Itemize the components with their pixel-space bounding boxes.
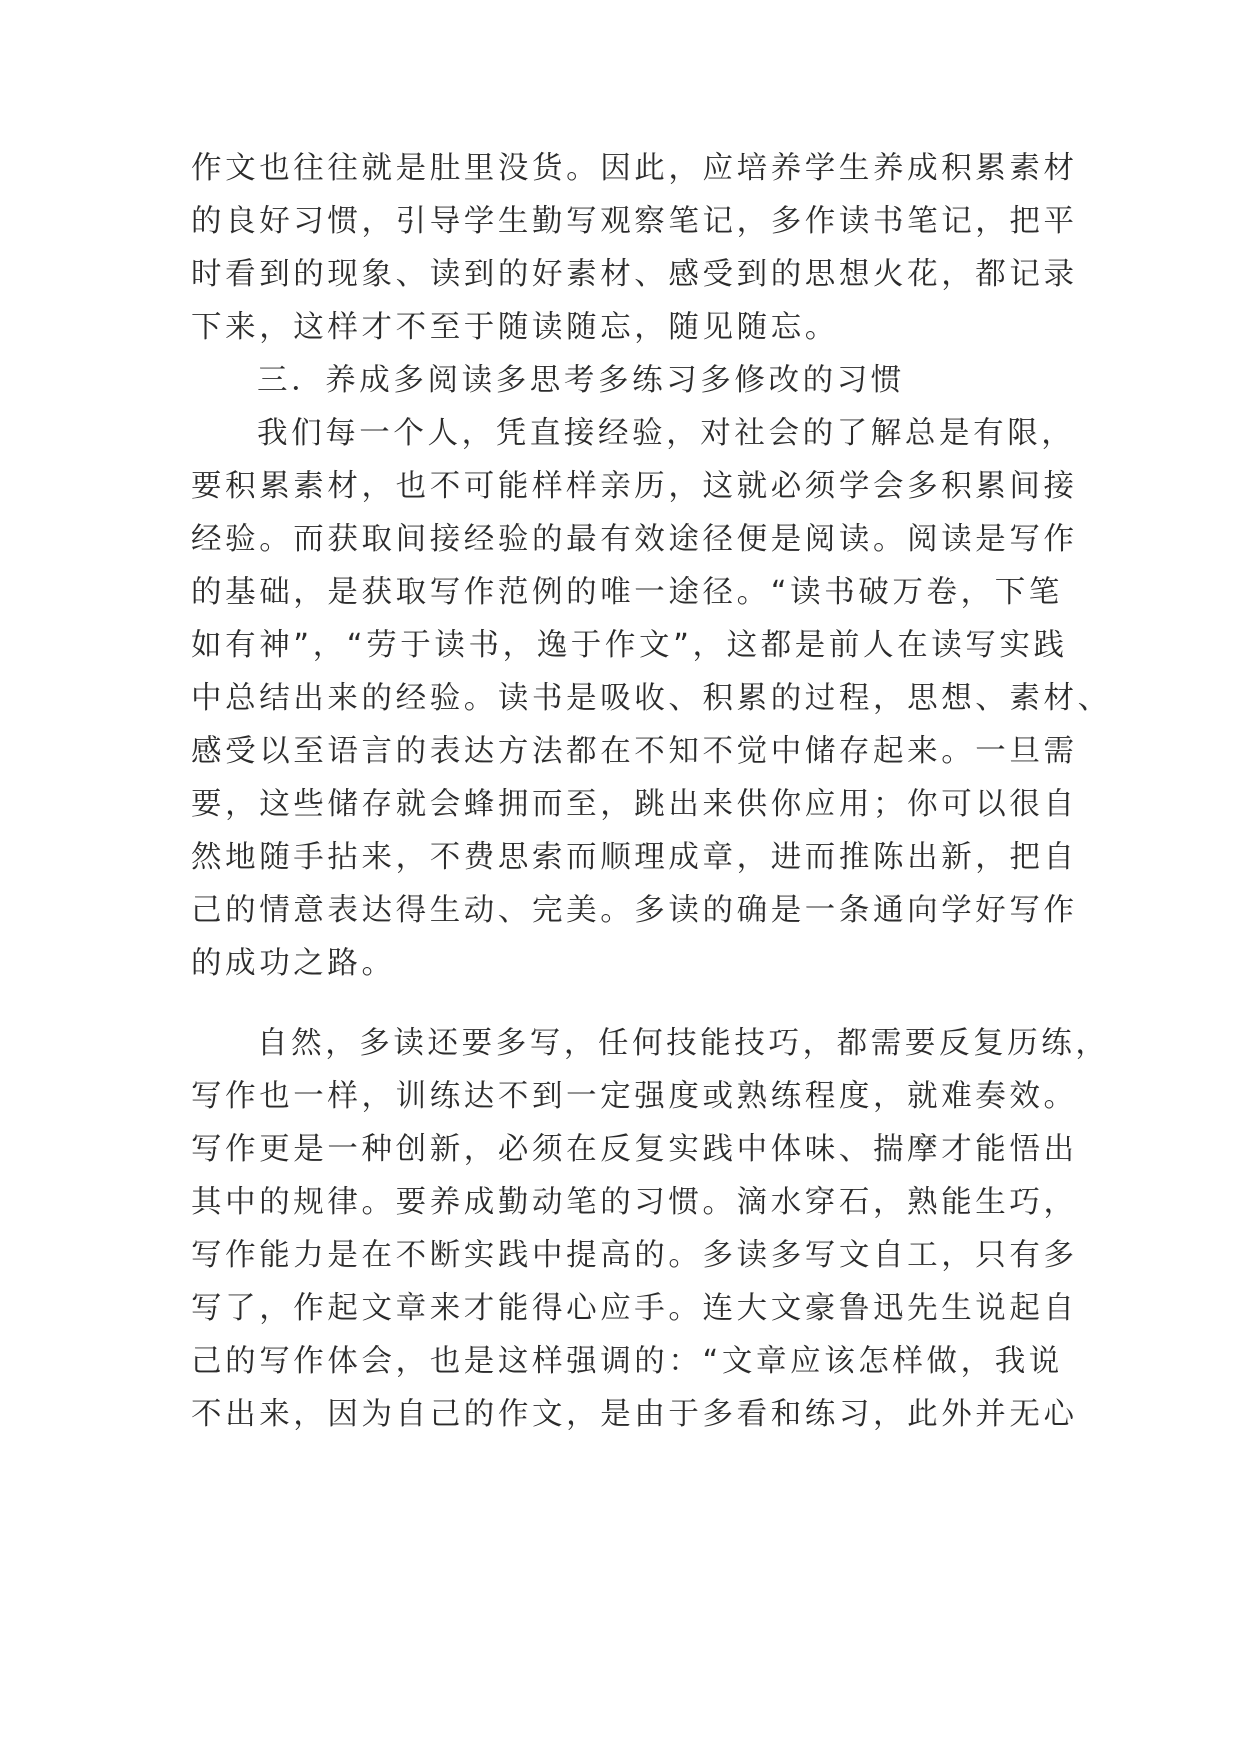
text-line: 要积累素材，也不可能样样亲历，这就必须学会多积累间接 (191, 469, 1078, 504)
text-line: 自然，多读还要多写，任何技能技巧，都需要反复历练， (257, 1026, 1110, 1061)
text-line: 写作更是一种创新，必须在反复实践中体味、揣摩才能悟出 (191, 1132, 1078, 1167)
text-line: 经验。而获取间接经验的最有效途径便是阅读。阅读是写作 (191, 522, 1078, 557)
text-line: 我们每一个人，凭直接经验，对社会的了解总是有限， (257, 416, 1076, 451)
section-heading: 三．养成多阅读多思考多练习多修改的习惯 (257, 363, 905, 398)
text-line: 写了，作起文章来才能得心应手。连大文豪鲁迅先生说起自 (191, 1291, 1078, 1326)
text-line: 的良好习惯，引导学生勤写观察笔记，多作读书笔记，把平 (191, 204, 1078, 239)
text-line: 要，这些储存就会蜂拥而至，跳出来供你应用；你可以很自 (191, 787, 1078, 822)
text-line: 的基础，是获取写作范例的唯一途径。“读书破万卷，下笔 (191, 575, 1063, 610)
text-line: 然地随手拈来，不费思索而顺理成章，进而推陈出新，把自 (191, 840, 1078, 875)
text-line: 的成功之路。 (191, 946, 396, 981)
text-line: 己的情意表达得生动、完美。多读的确是一条通向学好写作 (191, 893, 1078, 928)
text-line: 其中的规律。要养成勤动笔的习惯。滴水穿石，熟能生巧， (191, 1185, 1078, 1220)
text-line: 感受以至语言的表达方法都在不知不觉中储存起来。一旦需 (191, 734, 1078, 769)
text-line: 时看到的现象、读到的好素材、感受到的思想火花，都记录 (191, 257, 1078, 292)
text-line: 写作能力是在不断实践中提高的。多读多写文自工，只有多 (191, 1238, 1078, 1273)
text-line: 写作也一样，训练达不到一定强度或熟练程度，就难奏效。 (191, 1079, 1078, 1114)
text-line: 己的写作体会，也是这样强调的：“文章应该怎样做，我说 (191, 1344, 1063, 1379)
text-line: 如有神”，“劳于读书，逸于作文”，这都是前人在读写实践 (191, 628, 1068, 663)
text-line: 不出来，因为自己的作文，是由于多看和练习，此外并无心 (191, 1397, 1078, 1432)
text-line: 下来，这样才不至于随读随忘，随见随忘。 (191, 310, 839, 345)
text-line: 作文也往往就是肚里没货。因此，应培养学生养成积累素材 (191, 151, 1078, 186)
text-line: 中总结出来的经验。读书是吸收、积累的过程，思想、素材、 (191, 681, 1112, 716)
